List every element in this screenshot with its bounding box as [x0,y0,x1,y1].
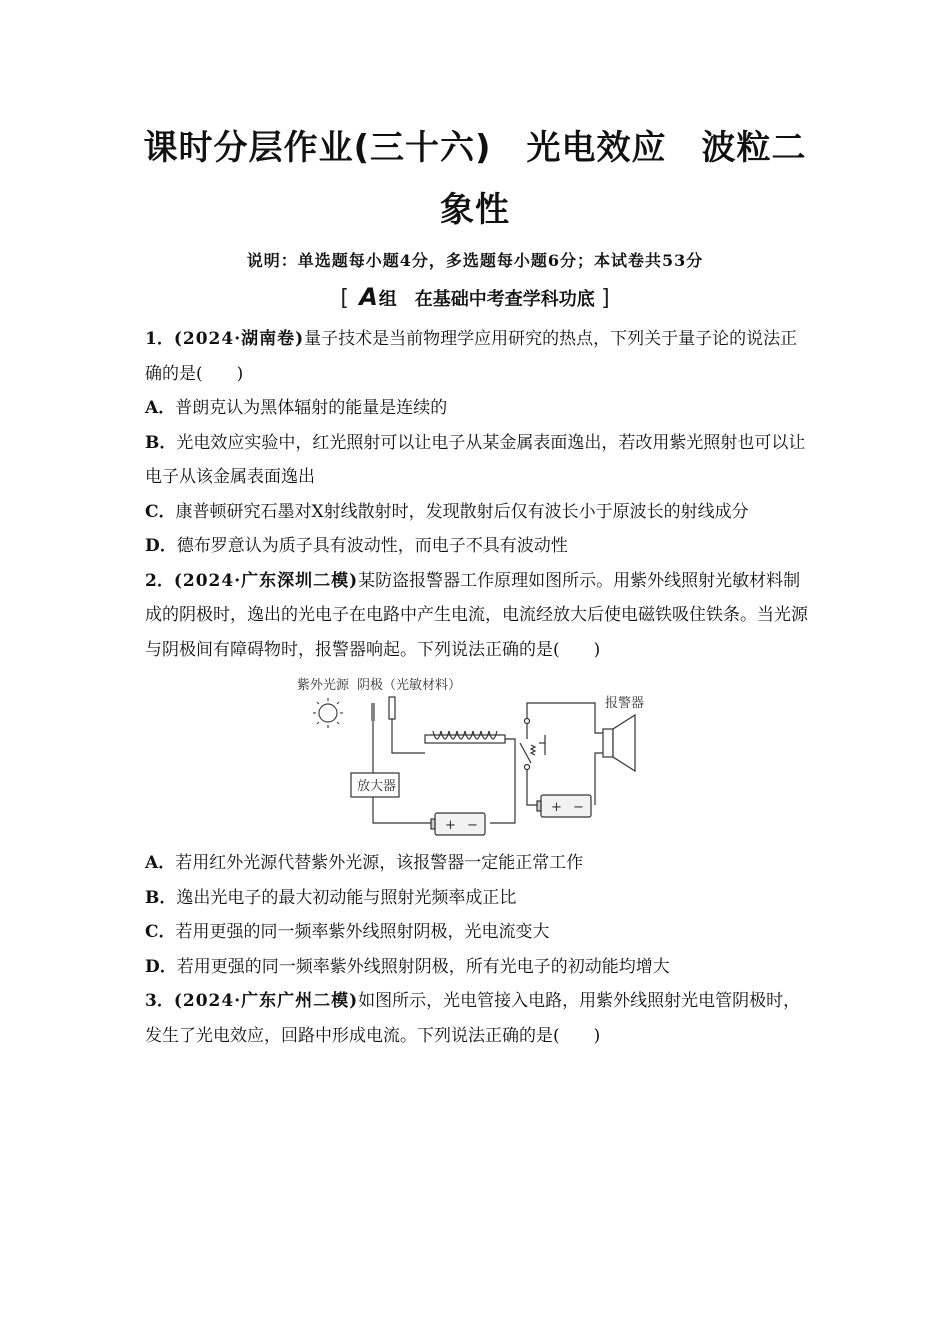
bracket-left: [ [340,286,349,311]
battery1-plus: + [445,818,456,833]
uv-source-label: 紫外光源 [297,678,350,693]
question-1-option-c: C．康普顿研究石墨对X射线散射时，发现散射后仅有波长小于原波长的射线成分 [145,501,749,522]
question-1-option-b: B．光电效应实验中，红光照射可以让电子从某金属表面逸出，若改用紫光照射也可以让电子从该金属表面逸出 [145,432,806,487]
circuit-diagram [295,673,655,838]
amplifier-label: 放大器 [357,779,397,794]
uv-source-icon [313,698,343,728]
question-1-stem: 1．(2024·湖南卷)量子技术是当前物理学应用研究的热点，下列关于量子论的说法正确的是( ) [145,329,798,384]
question-1-option-a: A．普朗克认为黑体辐射的能量是连续的 [145,398,448,418]
page-title: 课时分层作业(三十六) 光电效应 波粒二 [143,128,807,168]
page-title-continued: 象性 [440,190,510,230]
question-2-option-d: D．若用更强的同一频率紫外线照射阴极，所有光电子的初动能均增大 [145,956,670,977]
bracket-right: ] [601,286,610,311]
scoring-note: 说明：单选题每小题4分，多选题每小题6分；本试卷共53分 [246,251,704,270]
battery1-minus: − [467,818,478,833]
question-2-stem: 2．(2024·广东深圳二模)某防盗报警器工作原理如图所示。用紫外线照射光敏材料制成的阴极时，逸出的光电子在电路中产生电流，电流经放大后使电磁铁吸住铁条。当光源与阴极间有障碍物时，报警器响起。下列说法正确的是( ) [145,570,808,660]
question-1-option-d: D．德布罗意认为质子具有波动性，而电子不具有波动性 [145,536,568,556]
alarm-circuit-figure [145,673,810,838]
alarm-label: 报警器 [605,696,645,711]
section-heading [0,283,950,311]
group-label: 组 在基础中考查学科功底 [378,289,595,310]
battery2-plus: + [551,800,562,815]
question-2-option-c: C．若用更强的同一频率紫外线照射阴极，光电流变大 [145,922,550,942]
question-2-option-a: A．若用红外光源代替紫外光源，该报警器一定能正常工作 [145,853,584,873]
question-list [145,322,810,1053]
question-3-stem: 3．(2024·广东广州二模)如图所示，光电管接入电路，用紫外线照射光电管阴极时，发生了光电效应，回路中形成电流。下列说法正确的是( ) [145,991,801,1046]
cathode-label: 阴极（光敏材料） [357,678,462,693]
group-badge: A [359,283,377,311]
question-2-option-b: B．逸出光电子的最大初动能与照射光频率成正比 [145,887,517,908]
battery2-minus: − [573,800,584,815]
